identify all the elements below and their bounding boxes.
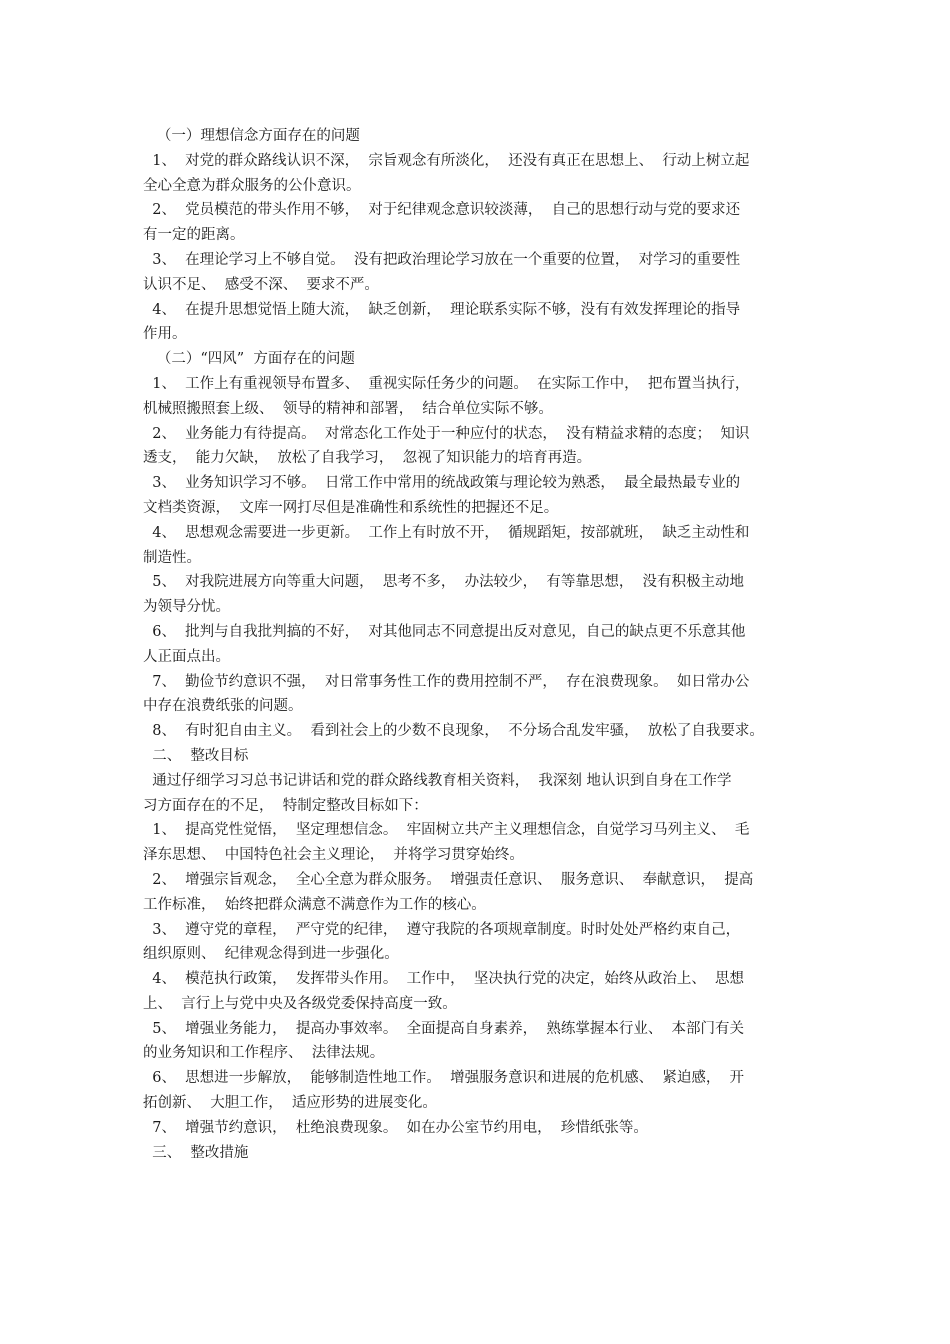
text-line: 4、 思想观念需要进一步更新。 工作上有时放不开， 循规蹈矩，按部就班， 缺乏主动性和 [143, 524, 750, 541]
text-line: 3、 遵守党的章程， 严守党的纪律， 遵守我院的各项规章制度。时时处处严格约束自己， [143, 921, 741, 938]
text-line: 有一定的距离。 [143, 227, 245, 244]
text-line: 3、 在理论学习上不够自觉。 没有把政治理论学习放在一个重要的位置， 对学习的重要性 [143, 251, 741, 268]
text-line: 为领导分忧。 [143, 599, 230, 616]
text-line: 1、 工作上有重视领导布置多、 重视实际任务少的问题。 在实际工作中， 把布置当执行， [143, 375, 750, 392]
text-line: 上、 言行上与党中央及各级党委保持高度一致。 [143, 995, 457, 1012]
text-line: 认识不足、 感受不深、 要求不严。 [143, 276, 379, 293]
text-line: 7、 勤俭节约意识不强， 对日常事务性工作的费用控制不严， 存在浪费现象。 如日常办公 [143, 673, 750, 690]
text-line: 2、 业务能力有待提高。 对常态化工作处于一种应付的状态， 没有精益求精的态度； 知识 [143, 425, 750, 442]
text-line: 人正面点出。 [143, 648, 230, 665]
text-line: 工作标准， 始终把群众满意不满意作为工作的核心。 [143, 896, 486, 913]
text-line: 二、 整改目标 [143, 747, 249, 764]
text-line: 的业务知识和工作程序、 法律法规。 [143, 1045, 385, 1062]
text-line: 1、 提高党性觉悟， 坚定理想信念。 牢固树立共产主义理想信念，自觉学习马列主义、 毛 [143, 822, 750, 839]
text-line: 泽东思想、 中国特色社会主义理论， 并将学习贯穿始终。 [143, 847, 524, 864]
text-line: 中存在浪费纸张的问题。 [143, 698, 303, 715]
text-line: 6、 批判与自我批判搞的不好， 对其他同志不同意提出反对意见，自己的缺点更不乐意其他 [143, 623, 746, 640]
text-line: 5、 对我院进展方向等重大问题， 思考不多， 办法较少， 有等靠思想， 没有积极主动地 [143, 574, 745, 591]
text-line: 2、 党员模范的带头作用不够， 对于纪律观念意识较淡薄， 自己的思想行动与党的要求还 [143, 202, 741, 219]
text-line: 全心全意为群众服务的公仆意识。 [143, 177, 361, 194]
text-line: 作用。 [143, 326, 187, 343]
text-line: 制造性。 [143, 549, 201, 566]
text-line: 2、 增强宗旨观念， 全心全意为群众服务。 增强责任意识、 服务意识、 奉献意识， 提高 [143, 871, 754, 888]
text-line: 透支， 能力欠缺， 放松了自我学习， 忽视了知识能力的培育再造。 [143, 450, 592, 467]
text-line: 习方面存在的不足， 特制定整改目标如下： [143, 797, 428, 814]
text-line: 7、 增强节约意识， 杜绝浪费现象。 如在办公室节约用电， 珍惜纸张等。 [143, 1119, 648, 1136]
text-line: 三、 整改措施 [143, 1144, 249, 1161]
text-line: 组织原则、 纪律观念得到进一步强化。 [143, 946, 399, 963]
text-line: 文档类资源， 文库一网打尽但是准确性和系统性的把握还不足。 [143, 499, 559, 516]
text-line: 4、 模范执行政策， 发挥带头作用。 工作中， 坚决执行党的决定，始终从政治上、 思想 [143, 971, 745, 988]
text-line: 6、 思想进一步解放， 能够制造性地工作。 增强服务意识和进展的危机感、 紧迫感， 开 [143, 1070, 745, 1087]
text-line: 5、 增强业务能力， 提高办事效率。 全面提高自身素养， 熟练掌握本行业、 本部门有关 [143, 1020, 745, 1037]
text-line: 4、 在提升思想觉悟上随大流， 缺乏创新， 理论联系实际不够，没有有效发挥理论的指导 [143, 301, 741, 318]
text-line: 1、 对党的群众路线认识不深， 宗旨观念有所淡化， 还没有真正在思想上、 行动上树立起 [143, 152, 750, 169]
text-line: 机械照搬照套上级、 领导的精神和部署， 结合单位实际不够。 [143, 400, 553, 417]
text-line: 3、 业务知识学习不够。 日常工作中常用的统战政策与理论较为熟悉， 最全最热最专业的 [143, 475, 741, 492]
document-body [143, 124, 815, 1165]
text-line: （二）“四风” 方面存在的问题 [143, 351, 355, 368]
text-line: 8、 有时犯自由主义。 看到社会上的少数不良现象， 不分场合乱发牢骚， 放松了自我要求。 [143, 723, 764, 740]
text-line: 通过仔细学习习总书记讲话和党的群众路线教育相关资料， 我深刻 地认识到自身在工作学 [143, 772, 732, 789]
text-line: 拓创新、 大胆工作， 适应形势的进展变化。 [143, 1095, 437, 1112]
text-line: （一）理想信念方面存在的问题 [143, 128, 360, 144]
